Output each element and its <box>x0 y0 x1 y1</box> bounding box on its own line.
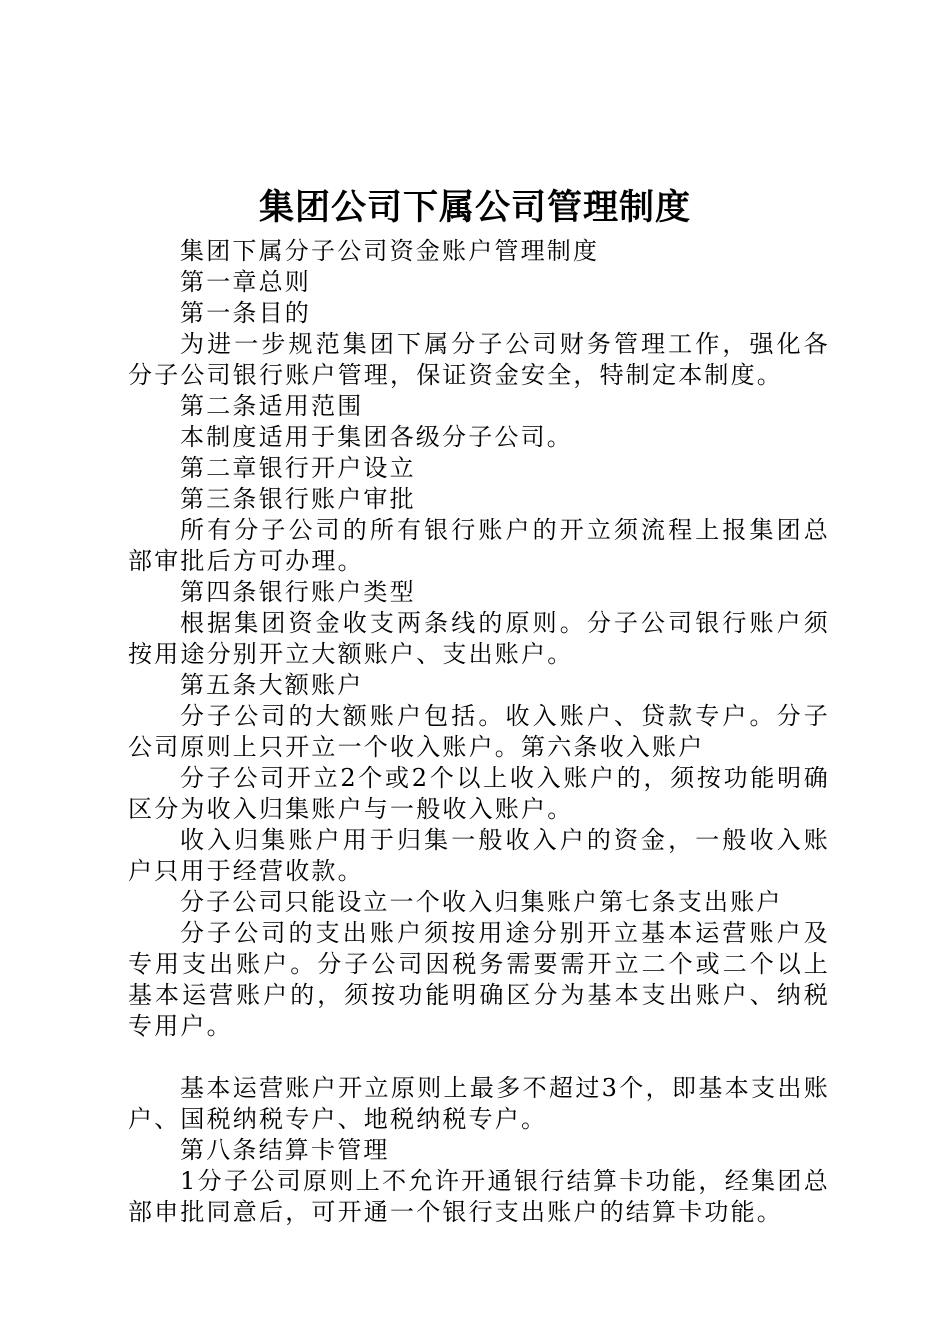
article-heading: 第三条银行账户审批 <box>180 485 416 513</box>
body-paragraph: 分子公司开立2个或2个以上收入账户的，须按功能明确区分为收入归集账户与一般收入账户。 <box>128 764 830 823</box>
body-paragraph: 所有分子公司的所有银行账户的开立须流程上报集团总部审批后方可办理。 <box>128 516 830 575</box>
document-body <box>128 236 830 1228</box>
body-paragraph: 收入归集账户用于归集一般收入户的资金，一般收入账户只用于经营收款。 <box>128 826 830 885</box>
body-paragraph: 为进一步规范集团下属分子公司财务管理工作，强化各分子公司银行账户管理，保证资金安全，特制定本制度。 <box>128 330 830 389</box>
body-paragraph: 根据集团资金收支两条线的原则。分子公司银行账户须按用途分别开立大额账户、支出账户。 <box>128 609 830 668</box>
document-title: 集团公司下属公司管理制度 <box>258 187 691 228</box>
body-paragraph: 1分子公司原则上不允许开通银行结算卡功能，经集团总部申批同意后，可开通一个银行支出账户的结算卡功能。 <box>128 1167 830 1226</box>
article-heading: 第二条适用范围 <box>180 392 364 420</box>
chapter-heading: 第二章银行开户设立 <box>180 454 416 482</box>
body-paragraph: 分子公司只能设立一个收入归集账户第七条支出账户 <box>180 888 783 916</box>
body-paragraph: 分子公司的大额账户包括。收入账户、贷款专户。分子公司原则上只开立一个收入账户。第六条收入账户 <box>128 702 830 761</box>
chapter-heading: 第一章总则 <box>180 268 311 296</box>
body-paragraph: 本制度适用于集团各级分子公司。 <box>180 423 573 451</box>
article-heading: 第四条银行账户类型 <box>180 578 416 606</box>
article-heading: 第八条结算卡管理 <box>180 1136 390 1164</box>
body-paragraph: 分子公司的支出账户须按用途分别开立基本运营账户及专用支出账户。分子公司因税务需要需开立二个或二个以上基本运营账户的，须按功能明确区分为基本支出账户、纳税专用户。 <box>128 919 830 1040</box>
article-heading: 第一条目的 <box>180 299 311 327</box>
subtitle-paragraph: 集团下属分子公司资金账户管理制度 <box>180 237 600 265</box>
article-heading: 第五条大额账户 <box>180 671 364 699</box>
paragraph-spacer <box>128 1042 830 1073</box>
body-paragraph: 基本运营账户开立原则上最多不超过3个，即基本支出账户、国税纳税专户、地税纳税专户。 <box>128 1074 830 1133</box>
